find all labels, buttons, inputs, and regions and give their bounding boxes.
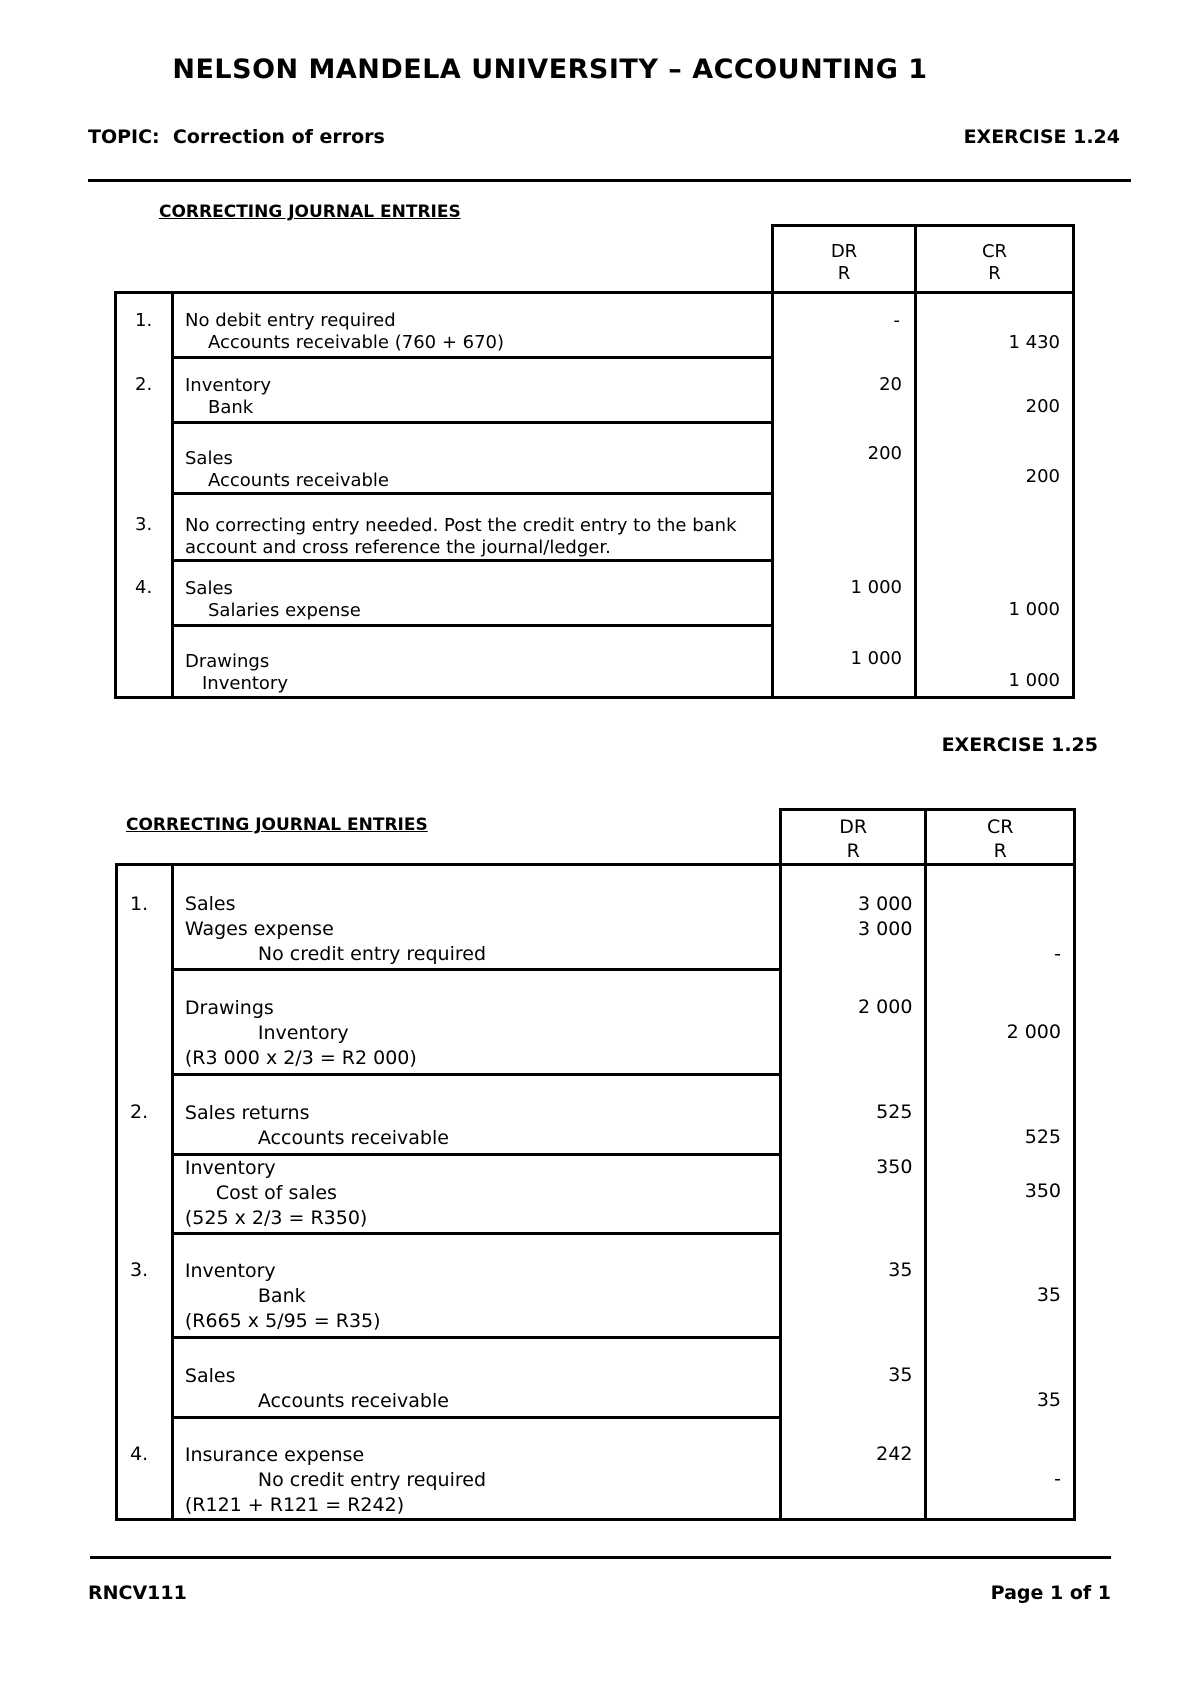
table-row: Sales Accounts receivable 35 35 bbox=[117, 1338, 1075, 1418]
table-row: 3. Inventory Bank (R665 x 5/95 = R35) 35 35 bbox=[117, 1234, 1075, 1338]
table-row: 1. Sales Wages expense No credit entry required 3 000 3 000 - bbox=[117, 865, 1075, 970]
ex124-journal-table bbox=[114, 224, 1075, 699]
footer-code: RNCV111 bbox=[88, 1582, 187, 1604]
table-row: Sales Accounts receivable 200 200 bbox=[116, 423, 1074, 494]
ex124-dr-header: DR R bbox=[773, 226, 916, 293]
table-row: 4. Sales Salaries expense 1 000 1 000 bbox=[116, 561, 1074, 626]
exercise-124-label: EXERCISE 1.24 bbox=[963, 126, 1120, 148]
ex125-header-row bbox=[117, 810, 1075, 865]
footer-divider bbox=[90, 1556, 1111, 1559]
topic-value: Correction of errors bbox=[172, 126, 385, 148]
exercise-125-label: EXERCISE 1.25 bbox=[941, 734, 1098, 756]
page-title: NELSON MANDELA UNIVERSITY – ACCOUNTING 1 bbox=[172, 54, 928, 85]
ex124-section-title: CORRECTING JOURNAL ENTRIES bbox=[159, 202, 461, 222]
footer-page-number: Page 1 of 1 bbox=[990, 1582, 1111, 1604]
ex124-header-row bbox=[116, 226, 1074, 293]
table-row: 1. No debit entry required Accounts receivable (760 + 670) - 1 430 bbox=[116, 293, 1074, 358]
ex125-dr-header: DR R bbox=[780, 810, 926, 865]
header-divider bbox=[88, 179, 1131, 182]
ex125-section-title: CORRECTING JOURNAL ENTRIES bbox=[126, 815, 428, 835]
table-row: 4. Insurance expense No credit entry required (R121 + R121 = R242) 242 - bbox=[117, 1418, 1075, 1520]
ex125-journal-table bbox=[115, 808, 1076, 1521]
table-row: 3. No correcting entry needed. Post the credit entry to the bank account and cross reference the journal/ledger. bbox=[116, 494, 1074, 561]
topic bbox=[88, 126, 385, 148]
table-row: 2. Inventory Bank 20 200 bbox=[116, 358, 1074, 423]
table-row: Inventory Cost of sales (525 x 2/3 = R350) 350 350 bbox=[117, 1155, 1075, 1234]
ex125-cr-header: CR R bbox=[926, 810, 1075, 865]
table-row: Drawings Inventory 1 000 1 000 bbox=[116, 626, 1074, 698]
table-row: 2. Sales returns Accounts receivable 525 525 bbox=[117, 1075, 1075, 1155]
table-row: Drawings Inventory (R3 000 x 2/3 = R2 000) 2 000 2 000 bbox=[117, 970, 1075, 1075]
ex124-cr-header: CR R bbox=[916, 226, 1074, 293]
topic-label: TOPIC: bbox=[88, 126, 160, 148]
